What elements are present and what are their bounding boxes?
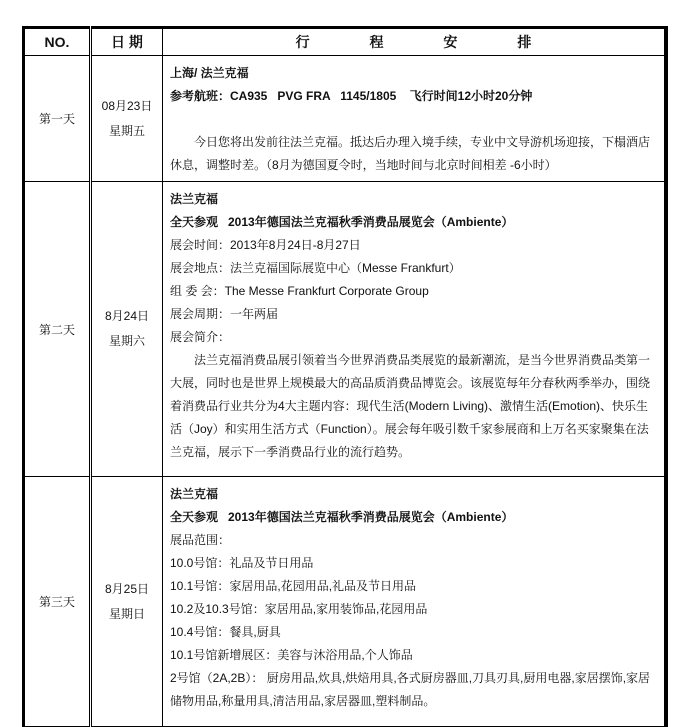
day-description: 2号馆（2A,2B）： 厨房用品,炊具,烘焙用具,各式厨房器皿,刀具刃具,厨用电器,家居摆饰,家居储物用品,称量用具,清洁用品,家居器皿,塑料制品。 [170, 671, 651, 708]
detail-line: 10.0号馆：礼品及节日用品 [170, 556, 314, 570]
table-row [24, 477, 667, 727]
flight-info: 参考航班：CA935 PVG FRA 1145/1805 飞行时间12小时20分钟 [170, 89, 533, 103]
day-label: 第一天 [24, 56, 91, 182]
header-no: NO. [24, 28, 91, 56]
event-title: 全天参观 2013年德国法兰克福秋季消费品展览会（Ambiente） [170, 215, 514, 229]
date: 8月25日 [104, 581, 150, 596]
table-header-row [24, 28, 667, 56]
detail-line: 展品范围： [170, 533, 231, 547]
itinerary-table [22, 26, 668, 727]
detail-line: 展会时间：2013年8月24日-8月27日 [170, 238, 361, 252]
detail-line: 展会周期：一年两届 [170, 307, 279, 321]
event-title: 全天参观 2013年德国法兰克福秋季消费品展览会（Ambiente） [170, 510, 514, 524]
table-row [24, 56, 667, 182]
detail-line: 10.2及10.3号馆：家居用品,家用装饰品,花园用品 [170, 602, 428, 616]
header-date: 日 期 [91, 28, 163, 56]
city-title: 法兰克福 [170, 192, 219, 206]
date: 08月23日 [101, 98, 153, 113]
date-cell [91, 56, 163, 182]
day-description: 法兰克福消费品展引领着当今世界消费品类展览的最新潮流，是当今世界消费品类第一大展，同时也是世界上规模最大的高品质消费品博览会。该展览每年分春秋两季举办，围绕着消费品行业共分为4大主题内容：现代生活(Modern Living)、激情生活(Emotion)、快乐生活（Joy）和实用生活方式（Function）。展会每年吸引数千家参展商和上万名买家聚集在法兰克福，展示下一季消费品行业的流行趋势。 [170, 353, 651, 459]
header-itinerary: 行 程 安 排 [163, 28, 667, 56]
date: 8月24日 [104, 309, 150, 323]
detail-line: 10.1号馆：家居用品,花园用品,礼品及节日用品 [170, 579, 417, 593]
detail-line: 10.1号馆新增展区：美容与沐浴用品,个人饰品 [170, 648, 413, 662]
itinerary-cell [163, 182, 667, 477]
date-cell [91, 477, 163, 727]
detail-line: 展会地点：法兰克福国际展览中心（Messe Frankfurt） [170, 261, 461, 275]
date-cell [91, 182, 163, 477]
day-label: 第三天 [24, 477, 91, 727]
route-title: 上海/ 法兰克福 [170, 66, 249, 80]
weekday: 星期日 [108, 606, 145, 621]
detail-line: 组 委 会：The Messe Frankfurt Corporate Group [170, 284, 429, 298]
day-description: 今日您将出发前往法兰克福。抵达后办理入境手续，专业中文导游机场迎接，下榻酒店休息，调整时差。（8月为德国夏令时，当地时间与北京时间相差 -6小时） [170, 135, 651, 172]
detail-line: 10.4号馆：餐具,厨具 [170, 625, 281, 639]
day-label: 第二天 [24, 182, 91, 477]
itinerary-cell [163, 477, 667, 727]
weekday: 星期六 [108, 334, 145, 348]
itinerary-cell [163, 56, 667, 182]
detail-line: 展会简介： [170, 330, 231, 344]
weekday: 星期五 [108, 123, 145, 138]
table-row [24, 182, 667, 477]
city-title: 法兰克福 [170, 487, 219, 501]
